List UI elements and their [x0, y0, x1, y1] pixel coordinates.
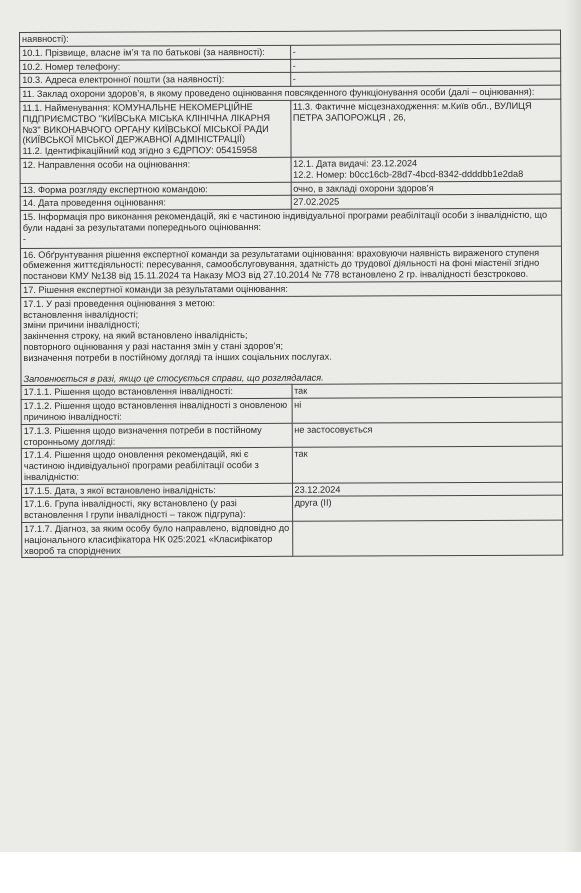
cell-referral [291, 156, 562, 182]
section-17-1 [21, 295, 562, 386]
cell-top-fragment: наявності): [20, 30, 561, 46]
cell-label: 17.1.4. Рішення щодо оновлення рекомендацій, які є частиною індивідуальної програми реабілітації особи з інвалідністю: [21, 448, 292, 485]
cell-label: 17.1.6. Група інвалідності, яку встановлено (у разі встановлення І групи інвалідності – також підгрупа): [22, 497, 293, 523]
table-row [20, 99, 561, 158]
referral-number: 12.2. Номер: b0cc16cb-28d7-4bcd-8342-ddddbb1e2da8 [293, 168, 524, 180]
cell-value: - [290, 58, 561, 73]
cell-value [292, 520, 563, 557]
cell-value: друга (II) [292, 496, 563, 522]
cell-facility [20, 100, 291, 158]
cell-facility-address: 11.3. Фактичне місцезнаходження: м.Київ обл., ВУЛИЦЯ ПЕТРА ЗАПОРОЖЦЯ , 26, [290, 99, 561, 157]
fill-note: Заповнюється в разі, якщо це стосується справи, що розглядалася. [23, 372, 324, 384]
form-table [19, 30, 563, 559]
cell-label: 17.1.7. Діагноз, за яким особу було направлено, відповідно до національного класифікатора НК 025:2021 «Класифікатор хвороб та споріднених [22, 521, 293, 558]
table-row [21, 422, 562, 449]
purpose-line: закінчення строку, на який встановлено інвалідність; [23, 330, 248, 342]
cell-value: 27.02.2025 [291, 194, 562, 209]
cell-label: 10.1. Прізвище, власне ім’я та по батькові (за наявності): [20, 45, 291, 60]
purpose-line: повторного оцінювання у разі настання змін у стані здоров’я; [23, 340, 284, 352]
section-15 [20, 208, 561, 248]
purpose-line: зміни причини інвалідності; [23, 319, 140, 331]
purpose-line: визначення потреби в постійному догляді та інших соціальних послугах. [23, 351, 332, 363]
facility-name: 11.1. Найменування: КОМУНАЛЬНЕ НЕКОМЕРЦІЙНЕ ПІДПРИЄМСТВО "КИЇВСЬКА МІСЬКА КЛІНІЧНА ЛІКАРНЯ №3" ВИКОНАВЧОГО ОРГАНУ КИЇВСЬКОЇ МІСЬКОЇ РАДИ (КИЇВСЬКОЇ МІСЬКОЇ ДЕРЖАВНОЇ АДМІНІСТРАЦІЇ) [22, 101, 271, 146]
cell-label: 17.1.1. Рішення щодо встановлення інвалідності: [21, 385, 292, 400]
table-row [21, 397, 562, 424]
cell-value: так [292, 383, 563, 398]
cell-label: 17.1.3. Рішення щодо визначення потреби в постійному сторонньому догляді: [21, 423, 292, 449]
cell-value: 23.12.2024 [292, 482, 563, 497]
section-11-heading: 11. Заклад охорони здоров’я, в якому проведено оцінювання повсякденного функціонування особи (далі – оцінювання): [20, 85, 561, 101]
section-15-text: 15. Інформація про виконання рекомендацій, які є частиною індивідуальної програми реабілітації особи з інвалідністю, що були надані за результатами попереднього оцінювання: [22, 209, 548, 233]
cell-label: 17.1.2. Рішення щодо встановлення інвалідності з оновленою причиною інвалідності: [21, 398, 292, 424]
assessment-form [19, 30, 563, 559]
table-row [20, 246, 561, 284]
section-15-value: - [22, 233, 26, 244]
purpose-line: 17.1. У разі проведення оцінювання з метою: [23, 297, 216, 309]
cell-value: так [292, 446, 563, 483]
cell-value: - [290, 44, 561, 59]
cell-label: 13. Форма розгляду експертною командою: [20, 182, 291, 197]
cell-label: 10.3. Адреса електронної пошти (за наявності): [20, 73, 291, 88]
cell-value: не застосовується [292, 422, 563, 448]
referral-date: 12.1. Дата видачі: 23.12.2024 [293, 158, 418, 169]
table-row [21, 295, 562, 386]
purpose-line: встановлення інвалідності; [23, 309, 139, 320]
cell-value: - [290, 72, 561, 87]
facility-edrpou: 11.2. Ідентифікаційний код згідно з ЄДРПОУ: 05415958 [22, 145, 258, 157]
table-row [22, 520, 563, 558]
cell-label: 10.2. Номер телефону: [20, 59, 291, 74]
page-edge-shadow [565, 0, 581, 852]
table-row [20, 156, 561, 183]
cell-value: очно, в закладі охорони здоров’я [291, 181, 562, 196]
cell-label: 17.1.5. Дата, з якої встановлено інвалідність: [21, 483, 292, 498]
cell-value: ні [292, 397, 563, 423]
section-17-heading: 17. Рішення експертної команди за результатами оцінювання: [21, 281, 562, 297]
cell-label: 12. Направлення особи на оцінювання: [20, 157, 291, 183]
section-16: 16. Обґрунтування рішення експертної команди за результатами оцінювання: враховуючи наявність вираженого ступеня обмеження життєдіяльності: пересування, самообслуговування, здатність до трудової діяльності на фоні міастенії згідно постанови КМУ №138 від 15.11.2024 та Наказу МОЗ від 27.10.2014 № 778 встановлено 2 гр. інвалідності безстроково. [20, 246, 561, 284]
table-row [22, 496, 563, 523]
table-row [21, 446, 562, 484]
cell-label: 14. Дата проведення оцінювання: [20, 196, 291, 211]
table-row [20, 208, 561, 248]
